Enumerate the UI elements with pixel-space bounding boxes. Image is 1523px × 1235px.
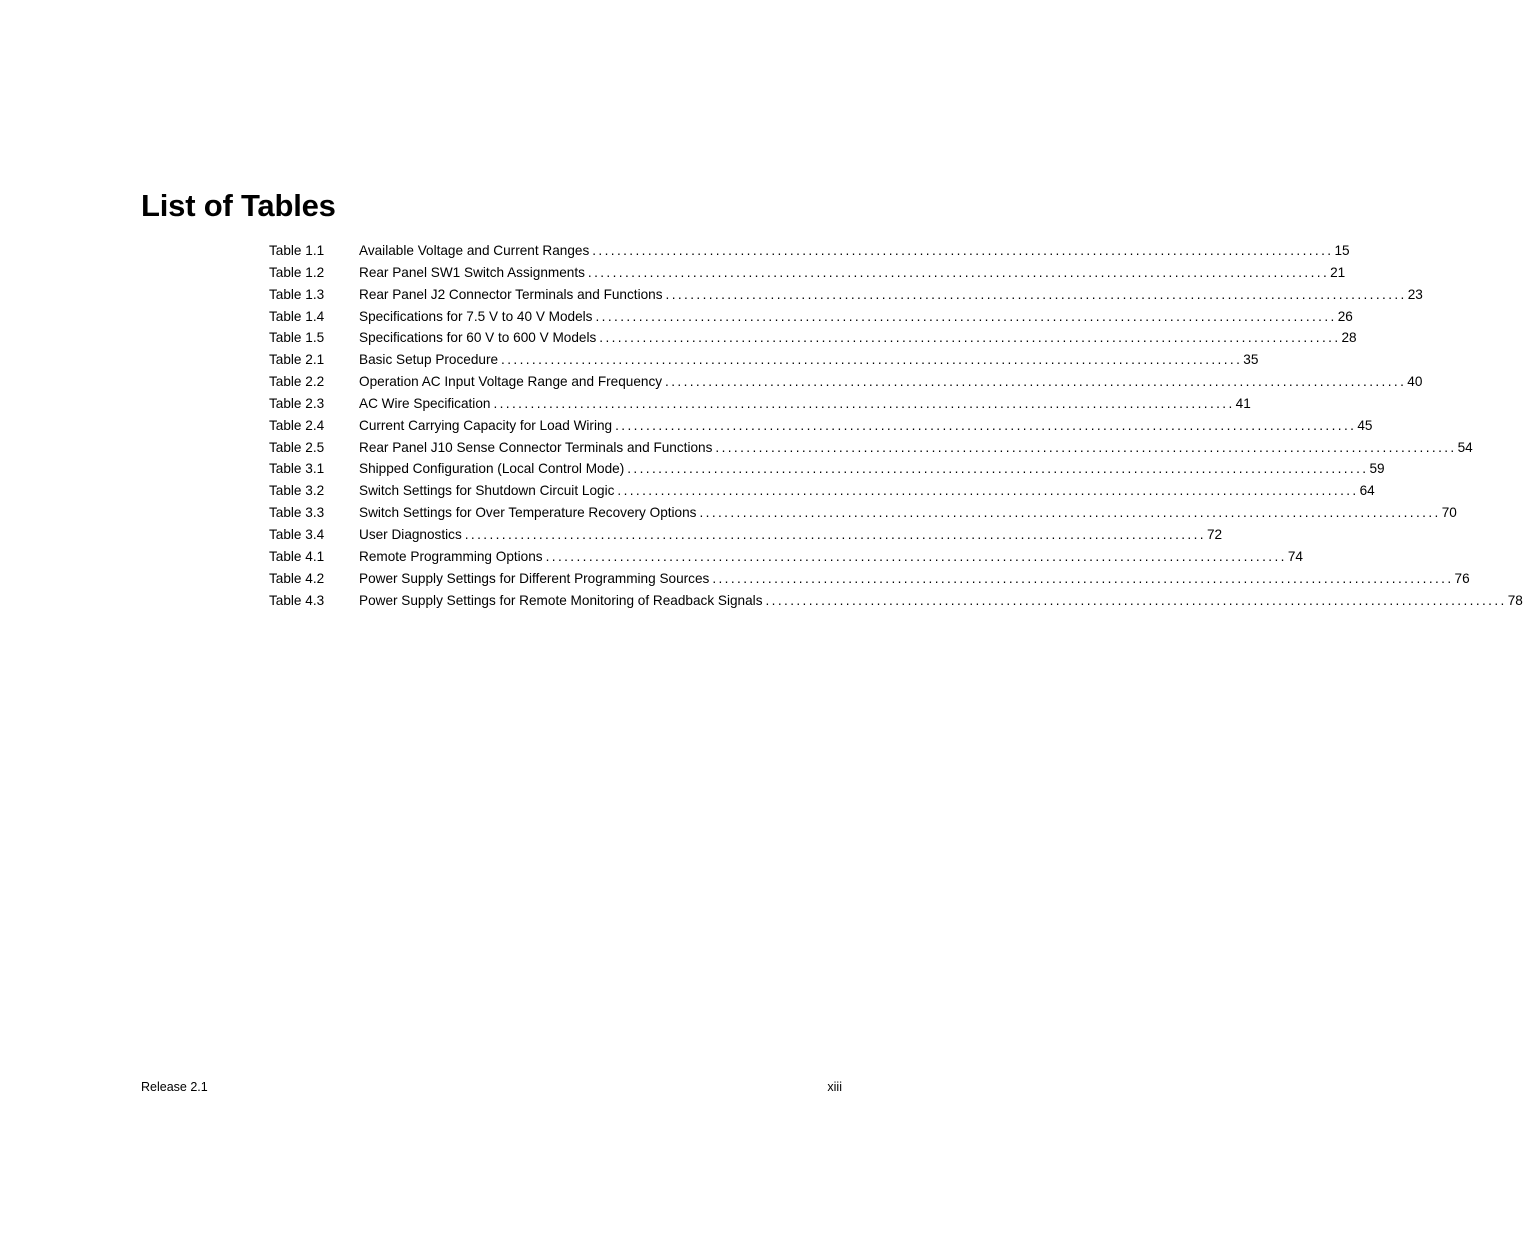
- dot-leader: ........................................................................................................................: [765, 592, 1507, 608]
- table-number: Table 3.3: [269, 505, 325, 521]
- toc-entry[interactable]: [269, 590, 1523, 612]
- page-number: 54: [1457, 439, 1473, 455]
- page-number: 41: [1235, 395, 1251, 411]
- toc-entry[interactable]: [269, 458, 1385, 480]
- page-number: 59: [1369, 461, 1385, 477]
- page-number: 35: [1243, 352, 1259, 368]
- toc-entry[interactable]: [269, 349, 1259, 371]
- page-number: 76: [1454, 570, 1470, 586]
- table-number: Table 1.3: [269, 286, 325, 302]
- table-title: Current Carrying Capacity for Load Wiring: [359, 417, 613, 433]
- table-number: Table 4.3: [269, 592, 325, 608]
- table-number: Table 2.5: [269, 439, 325, 455]
- table-number: Table 1.4: [269, 308, 325, 324]
- toc-entry[interactable]: [269, 371, 1423, 393]
- toc-entry[interactable]: [269, 480, 1375, 502]
- table-title: Switch Settings for Shutdown Circuit Logic: [359, 483, 615, 499]
- dot-leader: ........................................................................................................................: [627, 461, 1369, 477]
- page-number: 70: [1441, 505, 1457, 521]
- table-title: User Diagnostics: [359, 526, 462, 542]
- list-of-tables: [269, 240, 1523, 611]
- footer-release: Release 2.1: [141, 1080, 208, 1094]
- table-title: Rear Panel SW1 Switch Assignments: [359, 264, 585, 280]
- table-number: Table 2.3: [269, 395, 325, 411]
- page-number: 45: [1357, 417, 1373, 433]
- page-number: 40: [1407, 374, 1423, 390]
- toc-entry[interactable]: [269, 262, 1346, 284]
- table-title: Specifications for 7.5 V to 40 V Models: [359, 308, 593, 324]
- table-title: AC Wire Specification: [359, 395, 491, 411]
- toc-entry[interactable]: [269, 284, 1423, 306]
- table-number: Table 2.1: [269, 352, 325, 368]
- toc-entry[interactable]: [269, 546, 1303, 568]
- table-title: Operation AC Input Voltage Range and Frequency: [359, 374, 663, 390]
- table-number: Table 2.4: [269, 417, 325, 433]
- toc-entry[interactable]: [269, 437, 1473, 459]
- table-title: Switch Settings for Over Temperature Recovery Options: [359, 505, 697, 521]
- dot-leader: ........................................................................................................................: [587, 264, 1330, 280]
- table-number: Table 1.1: [269, 243, 325, 258]
- toc-entry[interactable]: [269, 306, 1353, 328]
- dot-leader: ........................................................................................................................: [615, 417, 1357, 433]
- table-title: Rear Panel J2 Connector Terminals and Functions: [359, 286, 663, 302]
- dot-leader: ........................................................................................................................: [665, 374, 1407, 390]
- table-number: Table 4.1: [269, 548, 325, 564]
- dot-leader: ........................................................................................................................: [545, 548, 1287, 564]
- table-number: Table 3.2: [269, 483, 325, 499]
- page-number: 78: [1507, 592, 1523, 608]
- toc-entry[interactable]: [269, 240, 1350, 262]
- table-title: Specifications for 60 V to 600 V Models: [359, 330, 597, 346]
- page-number: 15: [1334, 243, 1350, 258]
- table-title: Remote Programming Options: [359, 548, 543, 564]
- table-title: Shipped Configuration (Local Control Mode): [359, 461, 625, 477]
- table-number: Table 1.2: [269, 264, 325, 280]
- page-number: 26: [1337, 308, 1353, 324]
- dot-leader: ........................................................................................................................: [464, 526, 1206, 542]
- table-title: Rear Panel J10 Sense Connector Terminals and Functions: [359, 439, 713, 455]
- dot-leader: ........................................................................................................................: [699, 505, 1441, 521]
- dot-leader: ........................................................................................................................: [617, 483, 1359, 499]
- table-number: Table 1.5: [269, 330, 325, 346]
- footer-page-number: xiii: [827, 1080, 842, 1094]
- table-title: Power Supply Settings for Remote Monitoring of Readback Signals: [359, 592, 763, 608]
- page-number: 74: [1287, 548, 1303, 564]
- dot-leader: ........................................................................................................................: [501, 352, 1243, 368]
- table-number: Table 4.2: [269, 570, 325, 586]
- toc-entry[interactable]: [269, 502, 1457, 524]
- dot-leader: ........................................................................................................................: [595, 308, 1337, 324]
- table-number: Table 3.1: [269, 461, 325, 477]
- toc-entry[interactable]: [269, 524, 1223, 546]
- toc-entry[interactable]: [269, 393, 1251, 415]
- dot-leader: ........................................................................................................................: [715, 439, 1457, 455]
- dot-leader: ........................................................................................................................: [712, 570, 1454, 586]
- page-number: 72: [1206, 526, 1223, 542]
- toc-entry[interactable]: [269, 327, 1357, 349]
- dot-leader: ........................................................................................................................: [592, 243, 1334, 258]
- page-number: 28: [1341, 330, 1357, 346]
- page-number: 64: [1359, 483, 1375, 499]
- dot-leader: ........................................................................................................................: [599, 330, 1341, 346]
- table-title: Available Voltage and Current Ranges: [359, 243, 590, 258]
- table-number: Table 3.4: [269, 526, 325, 542]
- toc-entry[interactable]: [269, 415, 1373, 437]
- table-title: Basic Setup Procedure: [359, 352, 499, 368]
- page-title: List of Tables: [141, 188, 336, 223]
- table-title: Power Supply Settings for Different Programming Sources: [359, 570, 710, 586]
- toc-entry[interactable]: [269, 568, 1470, 590]
- page-number: 21: [1330, 264, 1346, 280]
- dot-leader: ........................................................................................................................: [665, 286, 1407, 302]
- dot-leader: ........................................................................................................................: [493, 395, 1235, 411]
- table-number: Table 2.2: [269, 374, 325, 390]
- page-number: 23: [1407, 286, 1423, 302]
